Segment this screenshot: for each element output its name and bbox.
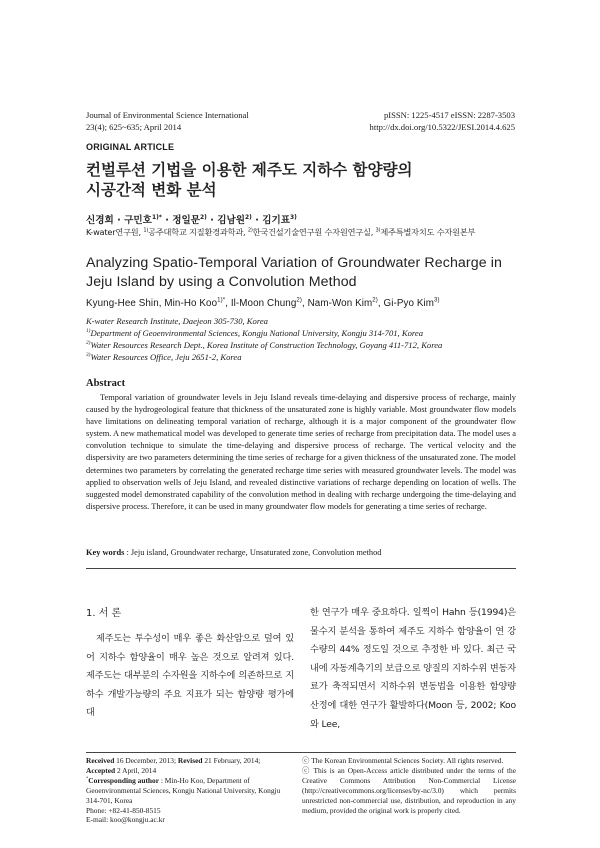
english-title: [86, 254, 526, 292]
revised-label: Revised: [177, 756, 203, 765]
affil-en-3-sup: 3): [86, 352, 91, 359]
author-en-1: Kyung-Hee Shin,: [86, 298, 165, 309]
affil-kr-1: 공주대학교 지질환경과학과,: [148, 227, 248, 237]
abstract-heading: Abstract: [86, 378, 126, 389]
affil-kr-1-sup: 1): [143, 227, 149, 234]
footnote-received: [86, 756, 294, 825]
korean-affiliations: [86, 227, 475, 238]
corr-text: : Min-Ho Koo, Department of Geoenvironmental Sciences, Kongju National University, Kongju 314-701, Korea: [86, 775, 281, 805]
footnote-license: [302, 756, 516, 815]
dates-line: [86, 756, 294, 766]
author-kr-5: 김기표: [262, 215, 291, 226]
author-en-3-sup: 2): [296, 297, 302, 304]
intro-right-column: 한 연구가 매우 중요하다. 일찍이 Hahn 등(1994)은 물수지 분석을 통하여 제주도 지하수 함양율이 연 강수량의 44% 정도일 것으로 추정한 바 있다. 최근 국내에 자동계측기의 보급으로 양질의 지하수위 변동자료가 축적되면서 지하수위 변동법을 이용한 함양량 산정에 대한 연구가 활발하다(Moon 등, 2002; Koo와 Lee,: [310, 607, 516, 730]
phone: Phone: +82-41-850-8515: [86, 805, 161, 815]
accepted-date: 2 April, 2014: [115, 765, 157, 775]
email-link[interactable]: E-mail: koo@kongju.ac.kr: [86, 815, 165, 825]
accepted-line: [86, 766, 294, 776]
korean-title: [86, 160, 516, 200]
journal-issue: 23(4); 625~635; April 2014: [86, 122, 182, 132]
author-kr-4-sup: 2): [245, 213, 252, 221]
affil-en-3: [86, 352, 242, 362]
author-en-3: , Il-Moon Chung: [225, 298, 297, 309]
issn-line: pISSN: 1225-4517 eISSN: 2287-3503: [383, 110, 515, 120]
korean-authors: [86, 212, 297, 226]
received-label: Received: [86, 756, 115, 765]
intro-heading: 1. 서 론: [86, 608, 122, 619]
author-kr-2-sup: 1)*: [151, 213, 162, 221]
corresponding-author: [86, 776, 294, 806]
copyright-notice: ⓒ The Korean Environmental Sciences Society. All rights reserved.: [302, 756, 504, 765]
author-en-4: , Nam-Won Kim: [301, 298, 373, 309]
author-kr-4: 김남원: [217, 215, 246, 226]
english-title-line2: Jeju Island by using a Convolution Method: [86, 274, 357, 290]
author-en-2-sup: 1)*: [217, 297, 226, 304]
affil-kr-3: 제주특별자치도 수자원본부: [380, 227, 476, 237]
author-separator: ·: [113, 215, 125, 226]
journal-name: Journal of Environmental Science International: [86, 110, 249, 120]
abstract-body: Temporal variation of groundwater levels in Jeju Island reveals time-delaying and dispersive process of recharge, mainly caused by the hydrogeological feature that thickness of the unsaturated zone is highly variable. Most groundwater flow models have limitations on delineating temporal variation of recharge, although it is a major component of the groundwater flow system. A new mathematical model was developed to generate time series of recharge from precipitation data. The model uses a convolution technique to simulate the time-delaying and dispersive process of recharge. The vertical velocity and the dispersivity are two parameters determining the time series of recharge for a given thickness of the unsaturated zone. The model determines two parameters by correlating the generated recharge time series with measured groundwater levels. The model was applied to observation wells of Jeju Island, and revealed distinctive variations of recharge depending on location of wells. The suggested model demonstrated capability of the convolution method in dealing with recharge undergoing the time-delaying and dispersive process. Therefore, it can be used in many groundwater flow models for generating a time series of recharge.: [86, 393, 516, 511]
revised-date: 21 February, 2014;: [202, 756, 261, 765]
intro-left-column: 제주도는 투수성이 매우 좋은 화산암으로 덮여 있어 지하수 함양율이 매우 높은 것으로 알려져 있다. 제주도는 대부분의 수자원을 지하수에 의존하므로 지하수 개발가능량의 주요 지표가 되는 함양량 평가에 대: [86, 633, 294, 719]
accepted-label: Accepted: [86, 765, 116, 775]
corr-label: Corresponding author: [88, 775, 159, 785]
affil-kr-0: K-water연구원,: [86, 227, 144, 237]
author-kr-1: 신경희: [86, 215, 114, 226]
author-kr-2: 구민호: [124, 215, 152, 226]
footnote-divider: [86, 752, 516, 753]
author-kr-5-sup: 3): [290, 213, 297, 221]
author-en-5-sup: 3): [434, 297, 440, 304]
affil-en-2-text: Water Resources Research Dept., Korea Institute of Construction Technology, Goyang 411-712, Korea: [90, 340, 443, 350]
english-title-line1: Analyzing Spatio-Temporal Variation of Groundwater Recharge in: [86, 255, 503, 271]
doi-link[interactable]: http://dx.doi.org/10.5322/JESI.2014.4.625: [369, 122, 515, 132]
author-separator: ·: [206, 215, 218, 226]
received-date: 16 December, 2013;: [114, 756, 178, 765]
affil-kr-2-sup: 2): [247, 227, 253, 234]
english-authors: [86, 298, 440, 309]
author-separator: ·: [161, 215, 173, 226]
affil-en-1-sup: 1): [86, 328, 91, 335]
author-en-4-sup: 2): [372, 297, 378, 304]
keywords-text: : Jeju island, Groundwater recharge, Unsaturated zone, Convolution method: [124, 548, 382, 557]
author-en-2: Min-Ho Koo: [164, 298, 218, 309]
author-en-5: , Gi-Pyo Kim: [377, 298, 435, 309]
author-kr-3-sup: 2): [200, 213, 207, 221]
author-separator: ·: [251, 215, 263, 226]
license-notice: ⓒ This is an Open-Access article distributed under the terms of the Creative Commons Attribution Non-Commercial License (http://creativecommons.org/licenses/by-nc/3.0) which permits unrestricted non-commercial use, distribution, and reproduction in any medium, provided the original work is properly cited.: [302, 765, 516, 815]
corr-star: *: [86, 775, 89, 781]
affil-kr-3-sup: 3): [375, 227, 381, 234]
affil-en-0: K-water Research Institute, Daejeon 305-730, Korea: [86, 316, 268, 326]
korean-title-line1: 컨벌루션 기법을 이용한 제주도 지하수 함양량의: [86, 161, 413, 179]
author-kr-3: 정일문: [172, 215, 201, 226]
keywords-label: Key words: [86, 548, 125, 557]
section-divider: [86, 568, 516, 569]
affil-en-3-text: Water Resources Office, Jeju 2651-2, Korea: [90, 352, 242, 362]
article-type: ORIGINAL ARTICLE: [86, 142, 175, 152]
keywords: [86, 548, 381, 557]
korean-title-line2: 시공간적 변화 분석: [86, 181, 217, 199]
affil-kr-2: 한국건설기술연구원 수자원연구실,: [252, 227, 376, 237]
affil-en-1: [86, 328, 423, 338]
affil-en-1-text: Department of Geoenvironmental Sciences, Kongju National University, Kongju 314-701, Korea: [90, 328, 424, 338]
affil-en-2-sup: 2): [86, 340, 91, 347]
affil-en-2: [86, 340, 442, 350]
